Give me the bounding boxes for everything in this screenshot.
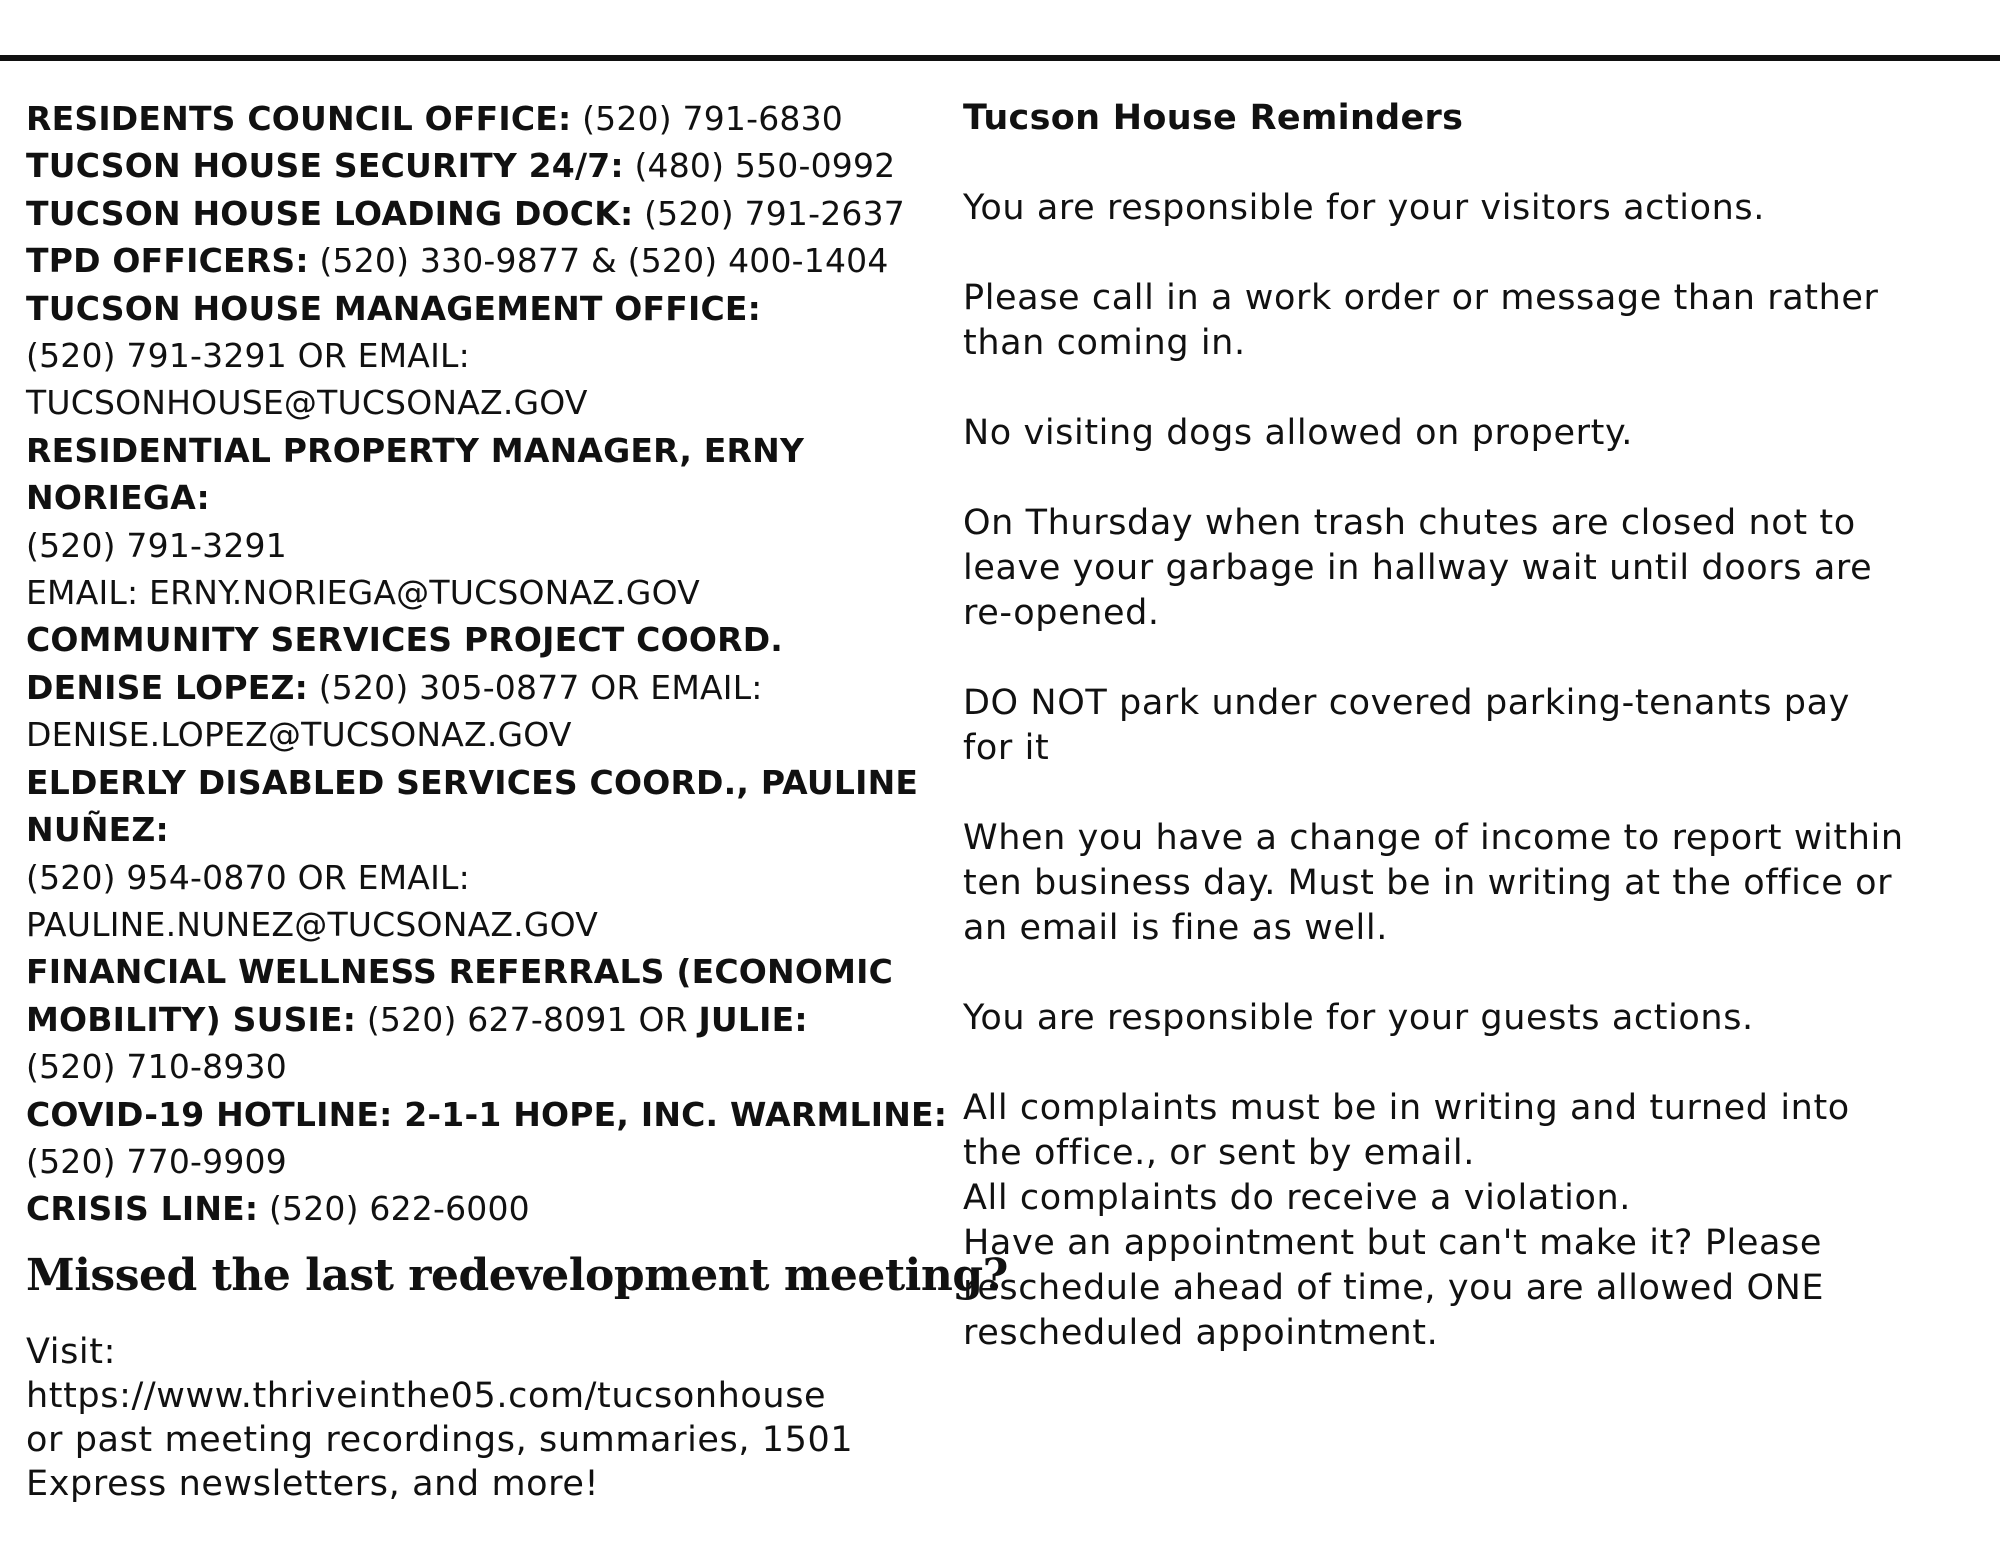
- contact-property-manager-phone: (520) 791-3291: [26, 525, 287, 565]
- reminders-section: [963, 96, 1983, 1356]
- contact-elderly-disabled-label-2: NUÑEZ:: [26, 810, 169, 850]
- contact-financial-wellness-label: FINANCIAL WELLNESS REFERRALS (ECONOMIC: [26, 952, 894, 992]
- contact-property-manager-email: EMAIL: ERNY.NORIEGA@TUCSONAZ.GOV: [26, 573, 700, 613]
- contact-security: TUCSON HOUSE SECURITY 24/7: (480) 550-0992: [26, 146, 896, 186]
- contact-crisis-line: CRISIS LINE: (520) 622-6000: [26, 1189, 530, 1229]
- contact-community-services-label: COMMUNITY SERVICES PROJECT COORD.: [26, 620, 784, 660]
- reminders-heading: Tucson House Reminders: [963, 98, 1464, 138]
- reminder-item: Please call in a work order or message than rather than coming in.: [963, 278, 1879, 363]
- reminder-item: On Thursday when trash chutes are closed not to leave your garbage in hallway wait until doors are re-opened.: [963, 503, 1873, 633]
- top-divider: [0, 55, 2000, 61]
- reminder-item: You are responsible for your guests actions.: [963, 998, 1754, 1038]
- meeting-line: Visit:: [26, 1332, 116, 1372]
- contact-management-office-phone: (520) 791-3291 OR EMAIL:: [26, 336, 470, 376]
- reminder-item: When you have a change of income to report within ten business day. Must be in writing at the office or an email is fine as well.: [963, 818, 1904, 948]
- contact-management-office-email: TUCSONHOUSE@TUCSONAZ.GOV: [26, 383, 588, 423]
- contacts-list: [26, 95, 948, 1233]
- contact-residents-council: RESIDENTS COUNCIL OFFICE: (520) 791-6830: [26, 99, 843, 138]
- reminder-item: You are responsible for your visitors actions.: [963, 188, 1765, 228]
- contact-community-services-phone: DENISE LOPEZ: (520) 305-0877 OR EMAIL:: [26, 667, 763, 707]
- contact-elderly-disabled-label: ELDERLY DISABLED SERVICES COORD., PAULINE: [26, 762, 919, 802]
- contact-loading-dock: TUCSON HOUSE LOADING DOCK: (520) 791-2637: [26, 193, 905, 233]
- meeting-line: Express newsletters, and more!: [26, 1464, 600, 1504]
- meeting-link[interactable]: https://www.thriveinthe05.com/tucsonhouse: [26, 1376, 827, 1416]
- contact-financial-wellness-susie: MOBILITY) SUSIE: (520) 627-8091 OR JULIE:: [26, 999, 808, 1039]
- contact-property-manager-label-2: NORIEGA:: [26, 478, 210, 518]
- contact-property-manager-label: RESIDENTIAL PROPERTY MANAGER, ERNY: [26, 430, 805, 470]
- contact-covid-hotline-label: COVID-19 HOTLINE: 2-1-1 HOPE, INC. WARMLINE:: [26, 1094, 948, 1134]
- meeting-info: [26, 1330, 946, 1506]
- reminder-item: DO NOT park under covered parking-tenants pay for it: [963, 683, 1850, 768]
- contact-financial-wellness-julie-phone: (520) 710-8930: [26, 1047, 287, 1087]
- reminder-item: No visiting dogs allowed on property.: [963, 413, 1633, 453]
- contact-elderly-disabled-email: PAULINE.NUNEZ@TUCSONAZ.GOV: [26, 904, 599, 944]
- meeting-line: or past meeting recordings, summaries, 1501: [26, 1420, 854, 1460]
- contact-covid-hotline-phone: (520) 770-9909: [26, 1141, 287, 1181]
- contact-elderly-disabled-phone: (520) 954-0870 OR EMAIL:: [26, 857, 470, 897]
- contact-tpd-officers: TPD OFFICERS: (520) 330-9877 & (520) 400-1404: [26, 241, 889, 281]
- meeting-heading: Missed the last redevelopment meeting?: [26, 1250, 1008, 1301]
- contact-community-services-email: DENISE.LOPEZ@TUCSONAZ.GOV: [26, 715, 572, 755]
- contact-management-office-label: TUCSON HOUSE MANAGEMENT OFFICE:: [26, 288, 762, 328]
- reminder-item: All complaints must be in writing and turned into the office., or sent by email. All complaints do receive a violation. Have an appointment but can't make it? Please reschedule ahead of time, you are allowed ONE rescheduled appointment.: [963, 1088, 1850, 1353]
